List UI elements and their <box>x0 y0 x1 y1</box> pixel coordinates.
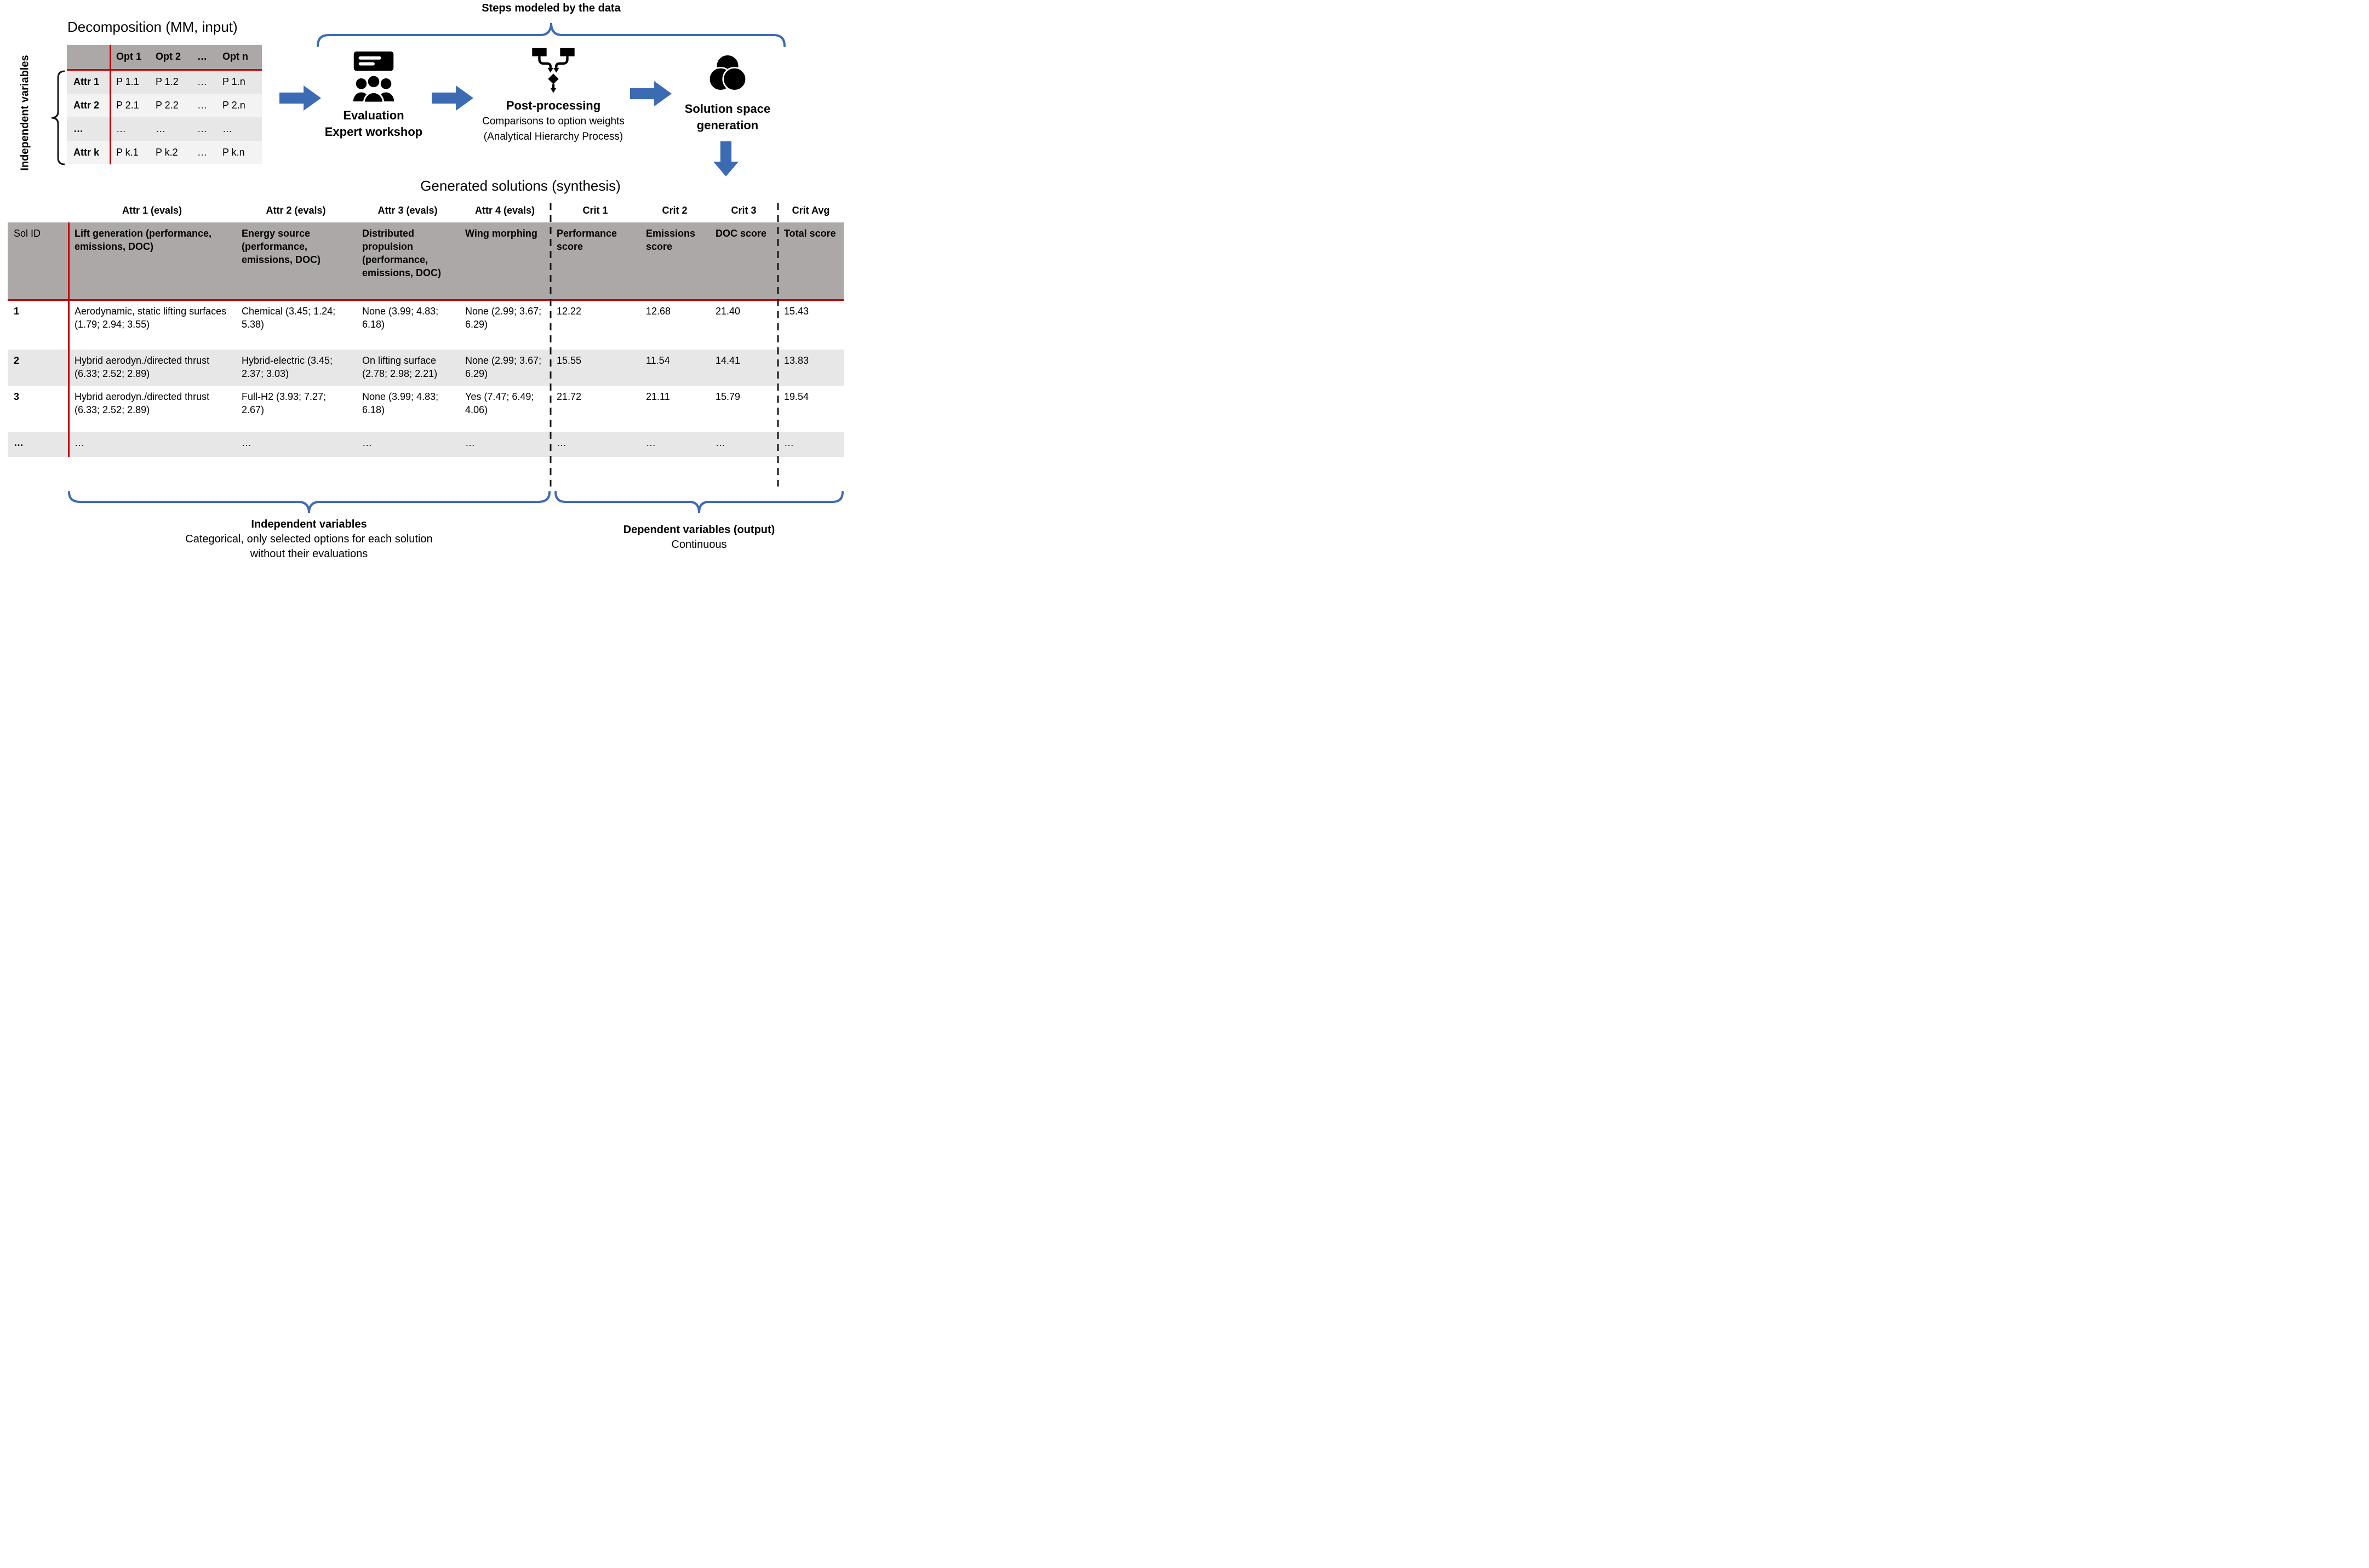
step-title: Expert workshop <box>324 125 423 139</box>
decomposition-table <box>67 45 262 164</box>
group-header-spacer <box>8 205 68 216</box>
table-cell: Hybrid aerodyn./directed thrust (6.33; 2.52; 2.89) <box>75 391 210 415</box>
table-cell: 1 <box>14 306 20 317</box>
workshop-audience-icon <box>346 51 402 105</box>
table-header-cell: DOC score <box>709 222 778 300</box>
table-cell: 21.11 <box>646 391 670 402</box>
decomp-cell: P k.2 <box>149 141 191 164</box>
decomposition-title: Decomposition (MM, input) <box>67 19 238 35</box>
solutions-red-horizontal-line <box>8 299 844 301</box>
table-header-cell: Performance score <box>551 222 640 300</box>
group-header: Attr 4 (evals) <box>474 205 535 216</box>
decomp-cell: P 1.2 <box>149 70 191 94</box>
step-subtitle: (Analytical Hierarchy Process) <box>483 131 623 142</box>
table-cell: 12.68 <box>646 306 671 317</box>
table-cell: None (2.99; 3.67; 6.29) <box>459 350 551 386</box>
table-cell: … <box>68 432 236 457</box>
decomp-row-label: Attr k <box>67 141 110 164</box>
group-header: Attr 2 (evals) <box>266 205 326 216</box>
solutions-red-vertical-line <box>68 222 70 457</box>
table-header-cell: Energy source (performance, emissions, DOC) <box>236 222 356 300</box>
decomp-cell: P k.1 <box>110 141 149 164</box>
step-solution-space <box>677 53 778 134</box>
step-title: Solution space <box>684 102 771 116</box>
decomp-col-header: Opt n <box>216 45 262 70</box>
caption-title: Independent variables <box>251 518 367 530</box>
table-cell: Chemical (3.45; 1.24; 5.38) <box>242 306 336 330</box>
decomp-corner-cell <box>67 45 110 70</box>
steps-brace-label: Steps modeled by the data <box>482 2 621 14</box>
table-cell: Hybrid aerodyn./directed thrust (6.33; 2.52; 2.89) <box>68 350 236 386</box>
step-title: Post-processing <box>506 99 601 112</box>
table-cell: Full-H2 (3.93; 7.27; 2.67) <box>242 391 327 415</box>
steps-curly-brace <box>317 22 786 47</box>
decomp-cell: P 2.1 <box>110 94 149 117</box>
caption-title: Dependent variables (output) <box>623 524 775 536</box>
caption-line: without their evaluations <box>250 548 368 560</box>
table-header-cell: Total score <box>778 222 844 300</box>
decomp-cell: … <box>149 117 191 141</box>
table-cell: … <box>551 432 640 457</box>
decomp-cell: P 2.n <box>216 94 262 117</box>
group-header: Crit Avg <box>792 205 830 216</box>
table-cell: … <box>778 432 844 457</box>
table-cell: Aerodynamic, static lifting surfaces (1.79; 2.94; 3.55) <box>75 306 227 330</box>
decomp-col-header: Opt 1 <box>110 45 149 70</box>
decomp-cell: P k.n <box>216 141 262 164</box>
dashed-divider-crit-avg <box>776 203 780 487</box>
caption-line: Continuous <box>671 539 727 551</box>
step-title: generation <box>696 118 759 132</box>
caption-dependent-variables <box>562 523 836 552</box>
decomp-cell: P 1.n <box>216 70 262 94</box>
caption-independent-variables <box>90 517 528 560</box>
bottom-brace-independent <box>68 491 551 514</box>
table-cell: … <box>236 432 356 457</box>
table-cell: 3 <box>14 391 20 402</box>
table-cell: 2 <box>8 350 68 386</box>
dashed-divider-attr-crit <box>549 203 552 487</box>
figure-canvas <box>0 0 847 560</box>
decomp-row-label: Attr 2 <box>67 94 110 117</box>
table-cell: On lifting surface (2.78; 2.98; 2.21) <box>356 350 459 386</box>
table-cell: … <box>8 432 68 457</box>
group-header: Crit 2 <box>662 205 688 216</box>
table-cell: 21.72 <box>557 391 582 402</box>
table-header-cell: Sol ID <box>8 222 68 300</box>
table-cell: 19.54 <box>784 391 809 402</box>
decomp-cell: … <box>191 70 216 94</box>
step-subtitle: Comparisons to option weights <box>482 116 625 127</box>
table-cell: … <box>356 432 459 457</box>
group-header-row <box>8 205 844 216</box>
table-cell: Yes (7.47; 6.49; 4.06) <box>465 391 534 415</box>
decomp-cell: … <box>191 94 216 117</box>
hierarchy-process-icon <box>527 47 580 95</box>
table-cell: 21.40 <box>716 306 741 317</box>
step-post-processing <box>470 47 637 145</box>
table-cell: 14.41 <box>709 350 778 386</box>
step-evaluation <box>324 51 423 140</box>
decomp-col-header: Opt 2 <box>149 45 191 70</box>
decomp-red-horizontal-line <box>67 69 262 71</box>
table-cell: None (3.99; 4.83; 6.18) <box>362 306 439 330</box>
table-cell: 15.79 <box>716 391 741 402</box>
table-header-cell: Distributed propulsion (performance, emissions, DOC) <box>356 222 459 300</box>
decomp-cell: … <box>110 117 149 141</box>
table-cell: 15.55 <box>551 350 640 386</box>
flow-right-arrow <box>279 85 321 111</box>
table-cell: None (2.99; 3.67; 6.29) <box>465 306 542 330</box>
table-cell: 12.22 <box>557 306 582 317</box>
table-cell: … <box>709 432 778 457</box>
table-header-cell: Emissions score <box>640 222 709 300</box>
table-cell: 11.54 <box>640 350 709 386</box>
table-cell: … <box>459 432 551 457</box>
decomp-col-header: … <box>191 45 216 70</box>
decomp-cell: … <box>216 117 262 141</box>
independent-variables-axis-label: Independent variables <box>19 55 31 171</box>
group-header: Attr 1 (evals) <box>122 205 182 216</box>
decomp-row-label: … <box>67 117 110 141</box>
table-header-cell: Lift generation (performance, emissions, DOC) <box>68 222 236 300</box>
bottom-brace-dependent <box>554 491 844 514</box>
decomp-cell: … <box>191 141 216 164</box>
decomp-cell: … <box>191 117 216 141</box>
table-cell: None (3.99; 4.83; 6.18) <box>362 391 439 415</box>
table-header-cell: Wing morphing <box>459 222 551 300</box>
decomp-row-label: Attr 1 <box>67 70 110 94</box>
table-cell: Hybrid-electric (3.45; 2.37; 3.03) <box>236 350 356 386</box>
decomp-cell: P 1.1 <box>110 70 149 94</box>
caption-line: Categorical, only selected options for each solution <box>185 533 433 545</box>
table-cell: … <box>640 432 709 457</box>
table-cell: 15.43 <box>784 306 809 317</box>
flow-right-arrow <box>432 85 473 111</box>
decomp-red-vertical-line <box>110 45 111 164</box>
group-header: Crit 3 <box>731 205 757 216</box>
group-header: Crit 1 <box>582 205 608 216</box>
venn-diagram-icon <box>702 53 753 99</box>
solutions-table <box>8 222 844 457</box>
group-header: Attr 3 (evals) <box>377 205 438 216</box>
table-cell: 13.83 <box>778 350 844 386</box>
flow-down-arrow <box>713 141 739 176</box>
decomp-cell: P 2.2 <box>149 94 191 117</box>
step-title: Evaluation <box>343 108 404 122</box>
generated-solutions-title: Generated solutions (synthesis) <box>420 178 621 194</box>
left-curly-brace <box>50 70 65 165</box>
